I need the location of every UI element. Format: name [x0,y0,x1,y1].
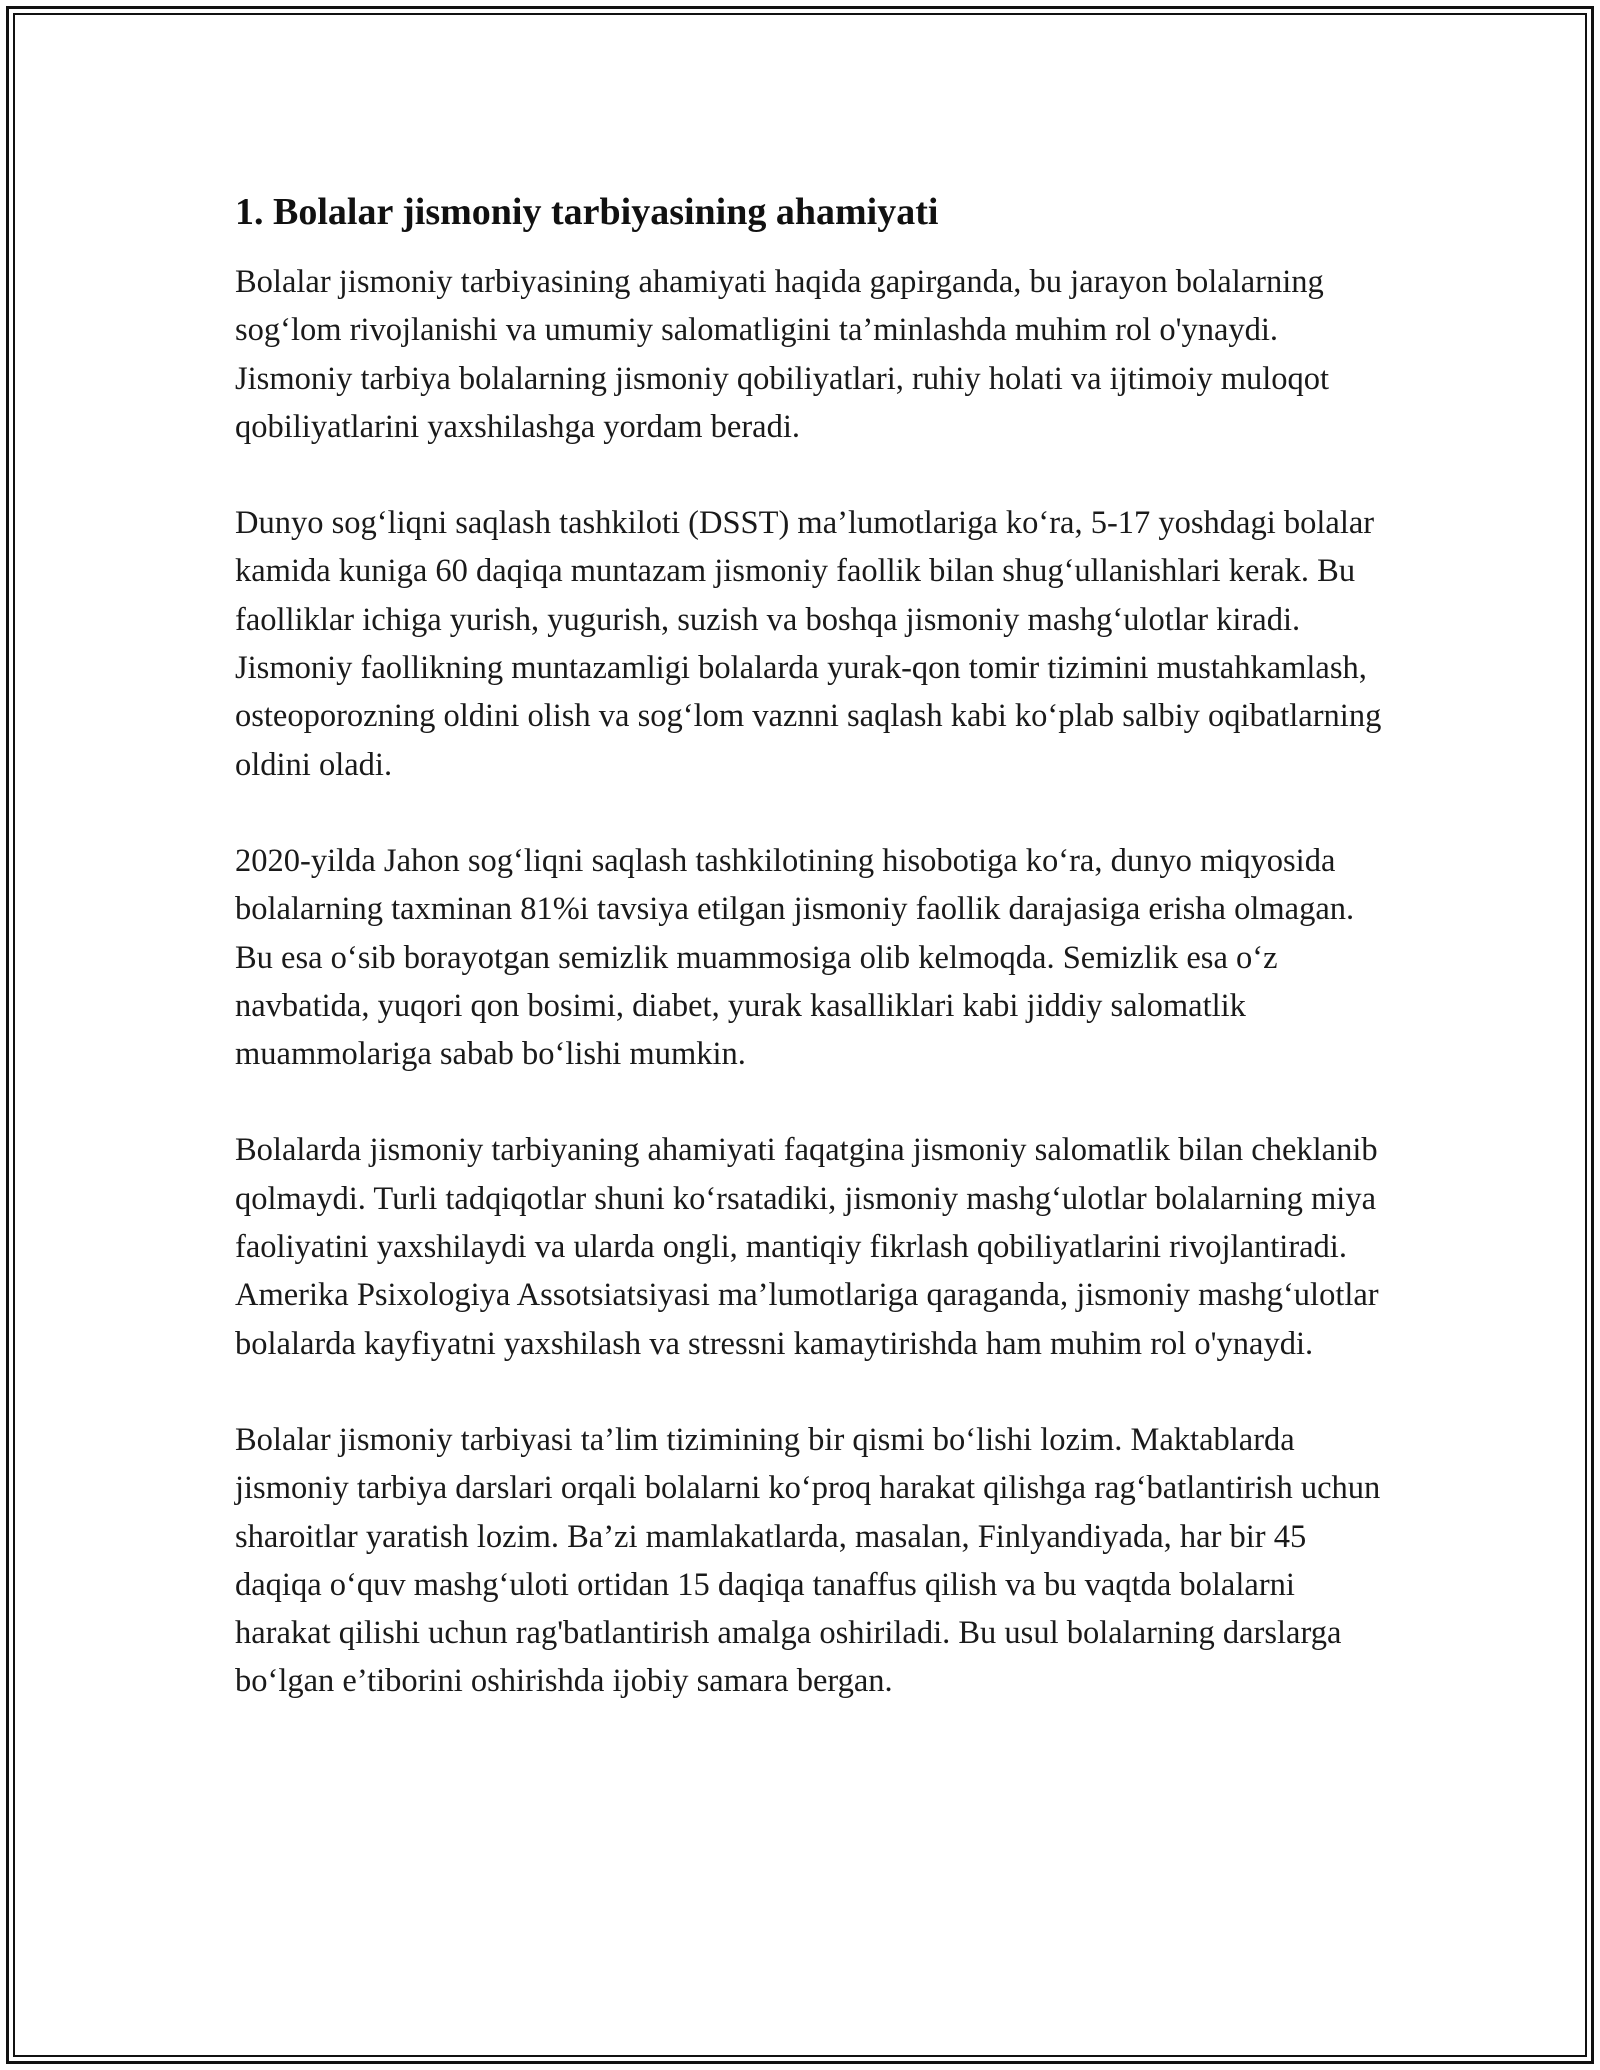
paragraph-intro: Bolalar jismoniy tarbiyasining ahamiyati haqida gapirganda, bu jarayon bolalarning sog‘lom rivojlanishi va umumiy salomatligini ta’minlashda muhim rol o'ynaydi. Jismoniy tarbiya bolalarning jismoniy qobiliyatlari, ruhiy holati va ijtimoiy muloqot qobiliyatlarini yaxshilashga yordam beradi. [235,264,1330,445]
paragraph-who-recommendation: Dunyo sog‘liqni saqlash tashkiloti (DSST) ma’lumotlariga ko‘ra, 5-17 yoshdagi bolalar kamida kuniga 60 daqiqa muntazam jismoniy faollik bilan shug‘ullanishlari kerak. Bu faolliklar ichiga yurish, yugurish, suzish va boshqa jismoniy mashg‘ulotlar kiradi. Jismoniy faollikning muntazamligi bolalarda yurak-qon tomir tizimini mustahkamlash, osteoporozning oldini olish va sog‘lom vaznni saqlash kabi ko‘plab salbiy oqibatlarning oldini oladi. [235,505,1382,783]
section-heading: 1. Bolalar jismoniy tarbiyasining ahamiyati [235,191,939,233]
paragraph-education-system: Bolalar jismoniy tarbiyasi ta’lim tizimining bir qismi bo‘lishi lozim. Maktablarda jismoniy tarbiya darslari orqali bolalarni ko‘proq harakat qilishga rag‘batlantirish uchun sharoitlar yaratish lozim. Ba’zi mamlakatlarda, masalan, Finlyandiyada, har bir 45 daqiqa o‘quv mashg‘uloti ortidan 15 daqiqa tanaffus qilish va bu vaqtda bolalarni harakat qilishi uchun rag'batlantirish amalga oshiriladi. Bu usul bolalarning darslarga bo‘lgan e’tiborini oshirishda ijobiy samara bergan. [235,1421,1381,1700]
paragraph-cognitive-benefits: Bolalarda jismoniy tarbiyaning ahamiyati faqatgina jismoniy salomatlik bilan cheklanib qolmaydi. Turli tadqiqotlar shuni ko‘rsatadiki, jismoniy mashg‘ulotlar bolalarning miya faoliyatini yaxshilaydi va ularda ongli, mantiqiy fikrlash qobiliyatlarini rivojlantiradi. Amerika Psixologiya Assotsiatsiyasi ma’lumotlariga qaraganda, jismoniy mashg‘ulotlar bolalarda kayfiyatni yaxshilash va stressni kamaytirishda ham muhim rol o'ynaydi. [235,1132,1379,1362]
paragraph-2020-report: 2020-yilda Jahon sog‘liqni saqlash tashkilotining hisobotiga ko‘ra, dunyo miqyosida bolalarning taxminan 81%i tavsiya etilgan jismoniy faollik darajasiga erisha olmagan. Bu esa o‘sib borayotgan semizlik muammosiga olib kelmoqda. Semizlik esa o‘z navbatida, yuqori qon bosimi, diabet, yurak kasalliklari kabi jiddiy salomatlik muammolariga sabab bo‘lishi mumkin. [235,842,1355,1073]
document-body [235,186,1385,1754]
